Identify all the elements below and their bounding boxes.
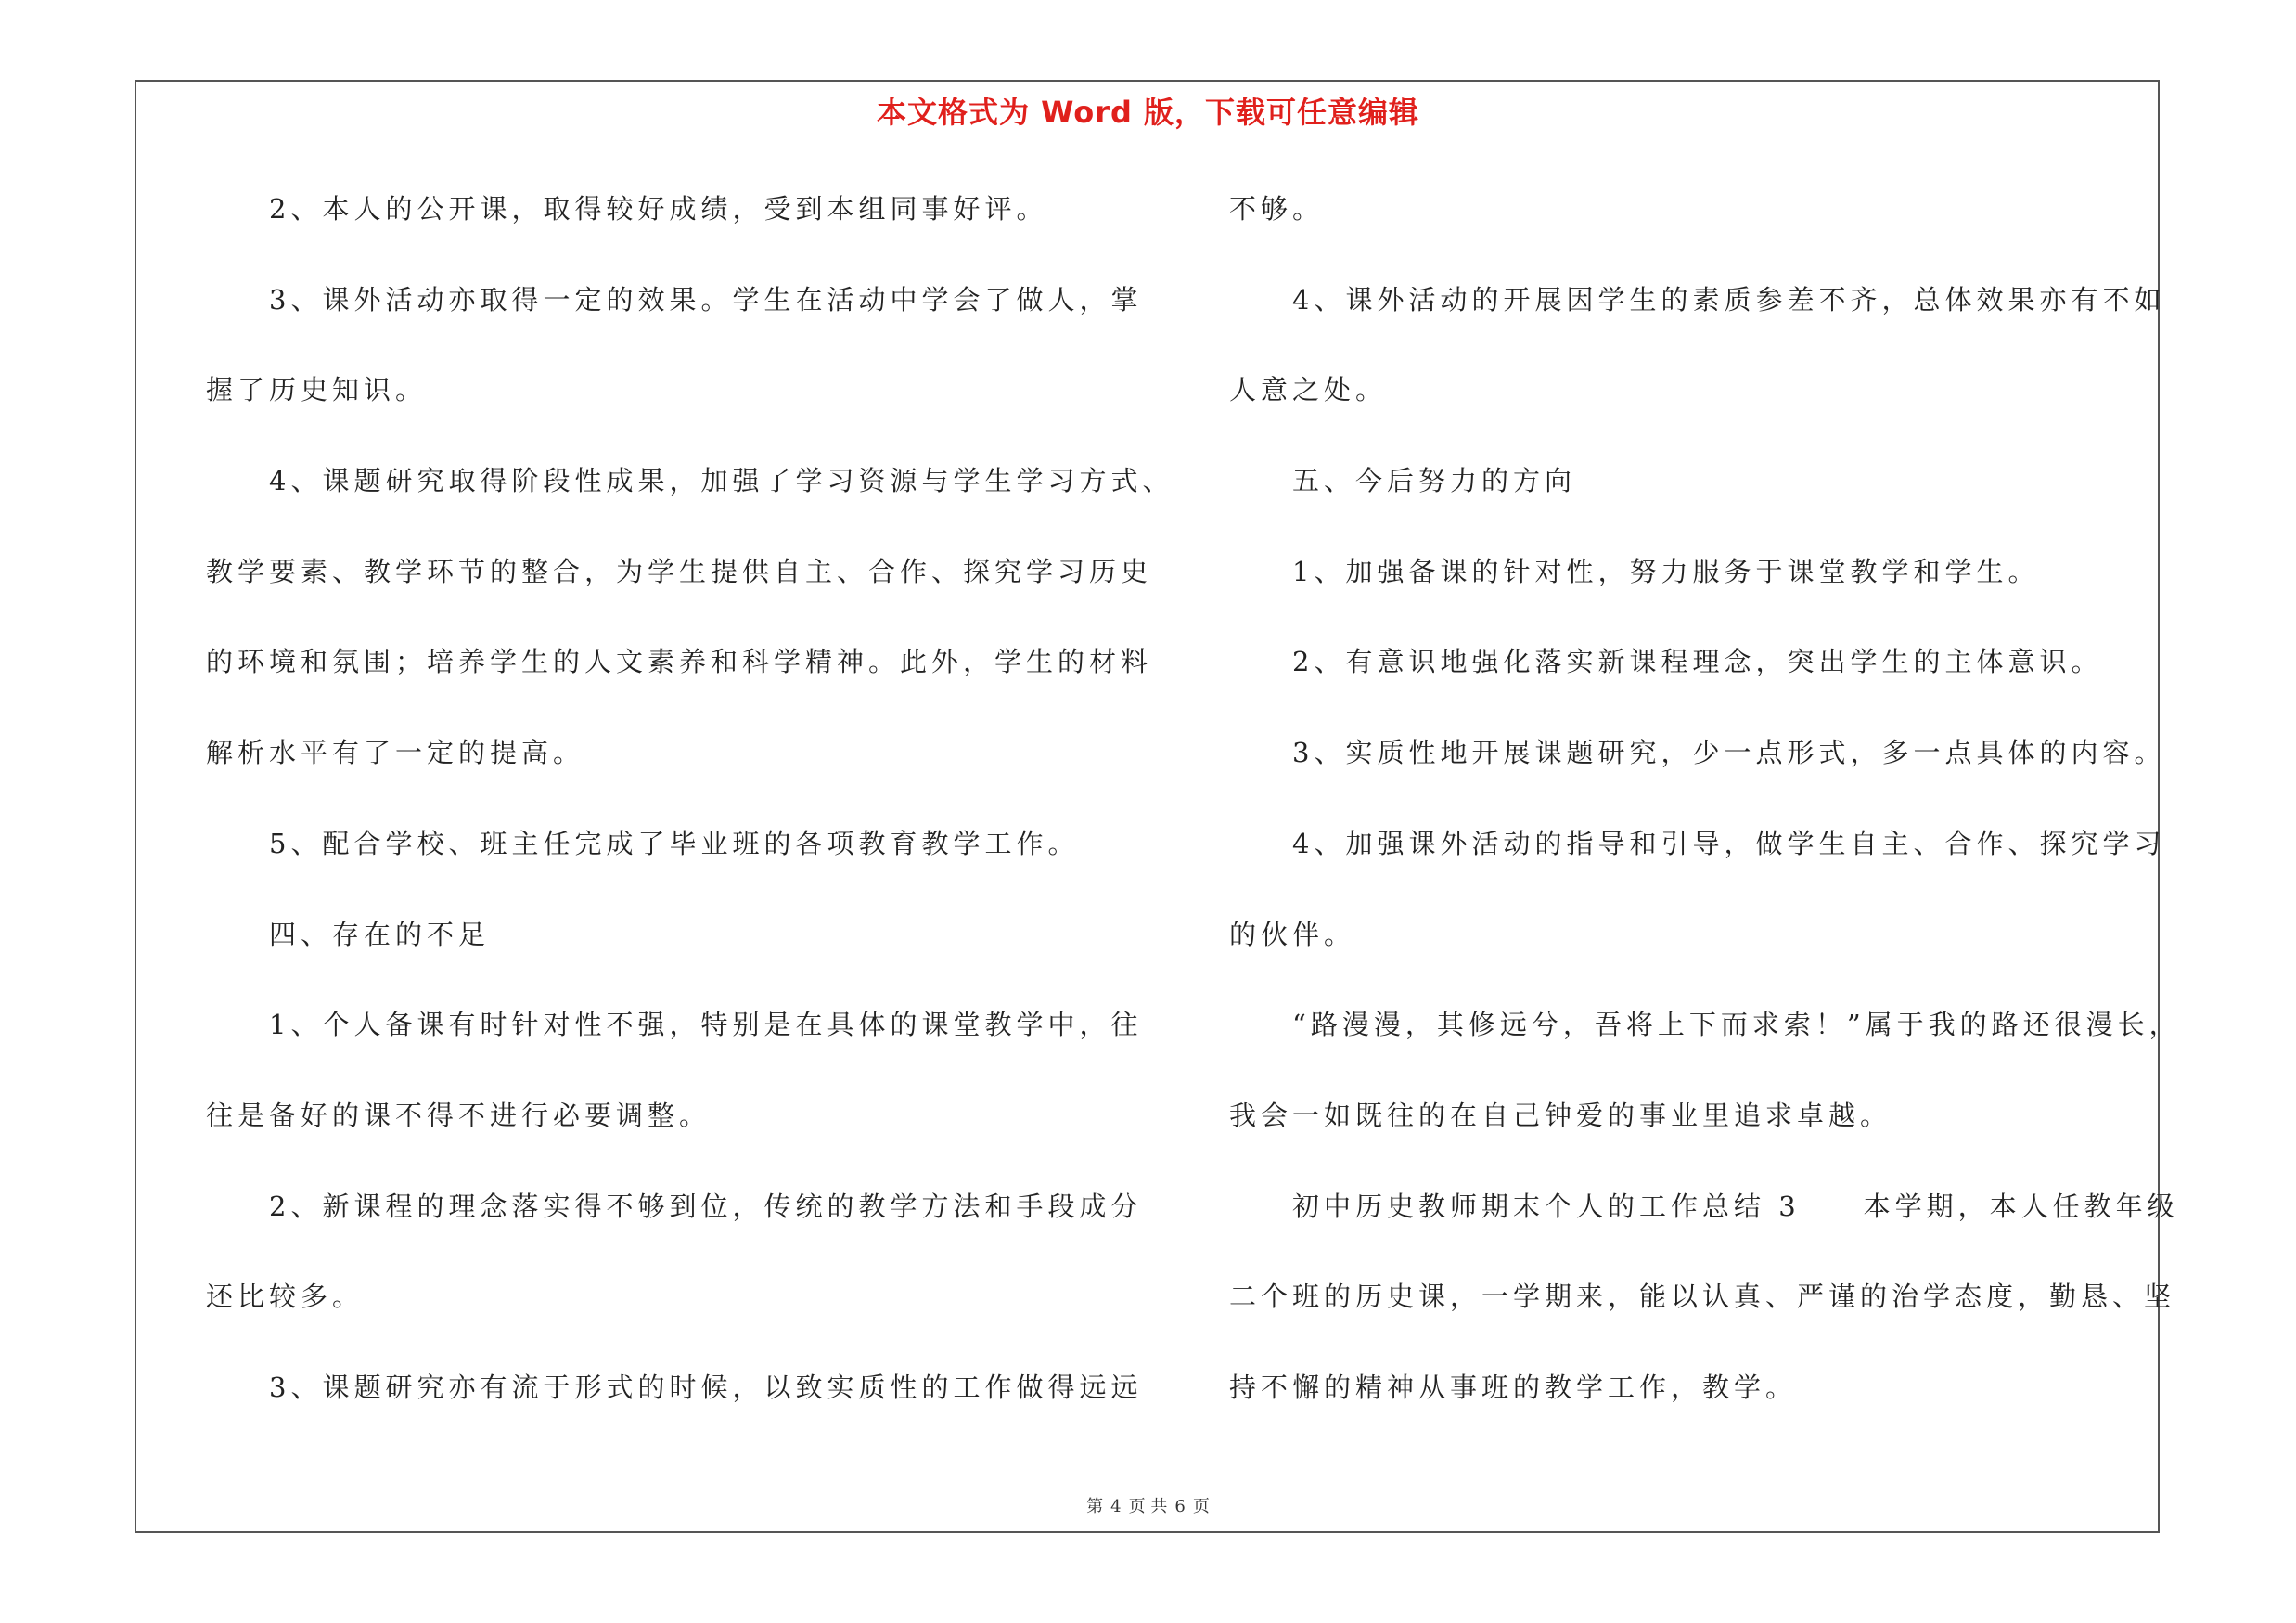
document-header-title: 本文格式为 Word 版，下载可任意编辑 (876, 95, 1420, 130)
text-line: 我会一如既往的在自己钟爱的事业里追求卓越。 (1229, 1099, 1892, 1131)
text-line: 的环境和氛围；培养学生的人文素养和科学精神。此外，学生的材料 (206, 646, 1153, 678)
footer-prefix: 第 (1086, 1497, 1104, 1516)
text-line: 3、实质性地开展课题研究，少一点形式，多一点具体的内容。 (1292, 737, 2166, 769)
text-line: 5、配合学校、班主任完成了毕业班的各项教育教学工作。 (269, 827, 1080, 859)
footer-total-pages: 6 (1174, 1497, 1186, 1516)
text-line: 1、加强备课的针对性，努力服务于课堂教学和学生。 (1292, 555, 2040, 587)
right-column (1229, 181, 2181, 1450)
text-line: 2、新课程的理念落实得不够到位，传统的教学方法和手段成分 (269, 1190, 1143, 1222)
page-footer (0, 1493, 2296, 1517)
text-line: 还比较多。 (206, 1281, 365, 1313)
left-column (206, 181, 1174, 1450)
text-line: 4、课外活动的开展因学生的素质参差不齐，总体效果亦有不如 (1292, 283, 2166, 316)
text-line: 初中历史教师期末个人的工作总结 3 本学期，本人任教年级 (1292, 1190, 2179, 1222)
text-line: 教学要素、教学环节的整合，为学生提供自主、合作、探究学习历史 (206, 555, 1153, 587)
text-line: 往是备好的课不得不进行必要调整。 (206, 1099, 712, 1131)
text-line: 解析水平有了一定的提高。 (206, 737, 585, 769)
footer-current-page: 4 (1110, 1497, 1122, 1516)
text-line: 4、课题研究取得阶段性成果，加强了学习资源与学生学习方式、 (269, 465, 1174, 497)
text-line: 五、今后努力的方向 (1292, 465, 1577, 497)
text-line: 四、存在的不足 (269, 918, 491, 950)
footer-suffix: 页 (1192, 1497, 1210, 1516)
text-line: “路漫漫，其修远兮，吾将上下而求索！”属于我的路还很漫长， (1292, 1009, 2181, 1041)
text-line: 3、课题研究亦有流于形式的时候，以致实质性的工作做得远远 (269, 1371, 1143, 1403)
text-line: 1、个人备课有时针对性不强，特别是在具体的课堂教学中，往 (269, 1009, 1143, 1041)
text-line: 3、课外活动亦取得一定的效果。学生在活动中学会了做人，掌 (269, 283, 1143, 316)
text-line: 不够。 (1229, 193, 1325, 225)
text-line: 的伙伴。 (1229, 918, 1356, 950)
text-line: 持不懈的精神从事班的教学工作，教学。 (1229, 1371, 1798, 1403)
text-line: 4、加强课外活动的指导和引导，做学生自主、合作、探究学习 (1292, 827, 2166, 859)
footer-middle: 页 共 (1128, 1497, 1168, 1516)
text-line: 握了历史知识。 (206, 374, 428, 406)
text-line: 二个班的历史课，一学期来，能以认真、严谨的治学态度，勤恳、坚 (1229, 1281, 2176, 1313)
text-line: 2、有意识地强化落实新课程理念，突出学生的主体意识。 (1292, 646, 2103, 678)
text-line: 人意之处。 (1229, 374, 1388, 406)
text-line: 2、本人的公开课，取得较好成绩，受到本组同事好评。 (269, 193, 1048, 225)
